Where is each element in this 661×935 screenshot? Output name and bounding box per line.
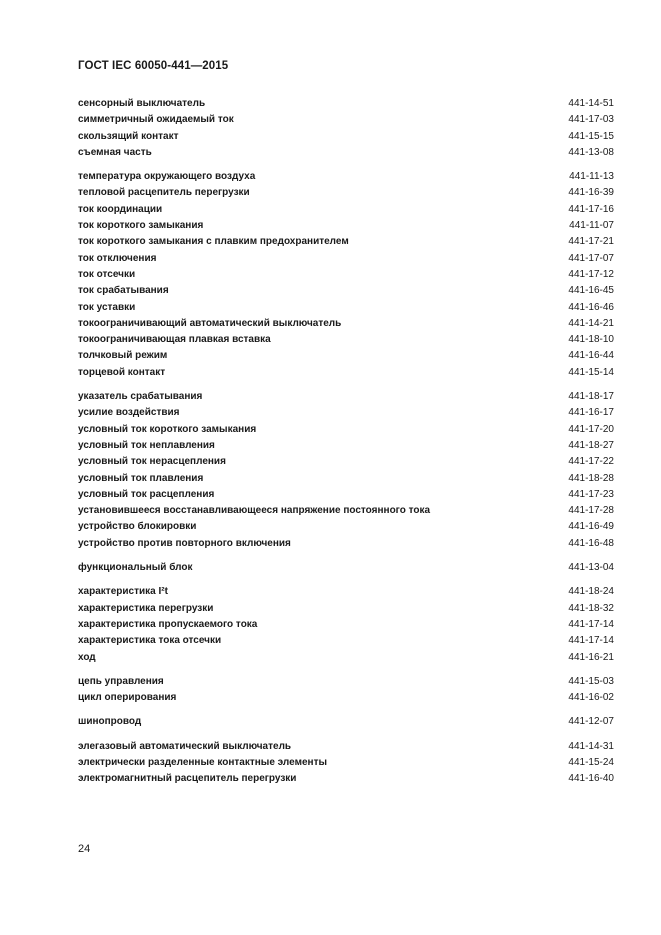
index-row bbox=[78, 650, 614, 666]
term-text: характеристика пропускаемого тока bbox=[78, 618, 258, 630]
index-row bbox=[78, 584, 614, 600]
index-row bbox=[78, 714, 614, 730]
term-code: 441-14-21 bbox=[568, 317, 614, 329]
term-text: токоограничивающая плавкая вставка bbox=[78, 334, 271, 346]
term-text: условный ток расцепления bbox=[78, 488, 215, 500]
index-row bbox=[78, 560, 614, 576]
term-text: ход bbox=[78, 651, 96, 663]
index-row bbox=[78, 519, 614, 535]
index-row bbox=[78, 633, 614, 649]
index-row bbox=[78, 218, 614, 234]
index-row bbox=[78, 316, 614, 332]
term-text: ток отсечки bbox=[78, 268, 136, 280]
term-group bbox=[78, 739, 614, 788]
index-row bbox=[78, 617, 614, 633]
term-code: 441-16-40 bbox=[568, 773, 614, 785]
term-code: 441-17-12 bbox=[568, 268, 614, 280]
term-code: 441-16-46 bbox=[568, 301, 614, 313]
index-row bbox=[78, 169, 614, 185]
term-text: условный ток короткого замыкания bbox=[78, 423, 257, 435]
term-text: характеристика перегрузки bbox=[78, 602, 214, 614]
term-text: элегазовый автоматический выключатель bbox=[78, 740, 292, 752]
term-text: условный ток плавления bbox=[78, 472, 204, 484]
term-text: указатель срабатывания bbox=[78, 391, 203, 403]
term-text: тепловой расцепитель перегрузки bbox=[78, 187, 250, 199]
term-text: электромагнитный расцепитель перегрузки bbox=[78, 773, 297, 785]
term-code: 441-16-21 bbox=[568, 651, 614, 663]
term-text: торцевой контакт bbox=[78, 366, 166, 378]
term-text: ток уставки bbox=[78, 301, 136, 313]
term-text: сенсорный выключатель bbox=[78, 98, 206, 109]
term-code: 441-17-21 bbox=[568, 236, 614, 248]
index-row bbox=[78, 690, 614, 706]
index-row bbox=[78, 771, 614, 787]
index-row bbox=[78, 503, 614, 519]
term-group bbox=[78, 714, 614, 730]
term-text: толчковый режим bbox=[78, 350, 168, 362]
term-text: ток короткого замыкания с плавким предохранителем bbox=[78, 236, 349, 248]
term-group bbox=[78, 674, 614, 707]
term-code: 441-18-17 bbox=[568, 391, 614, 403]
term-text: усилие воздействия bbox=[78, 407, 180, 419]
term-text: токоограничивающий автоматический выключатель bbox=[78, 317, 342, 329]
index-row bbox=[78, 365, 614, 381]
term-code: 441-12-07 bbox=[568, 716, 614, 728]
term-text: установившееся восстанавливающееся напряжение постоянного тока bbox=[78, 505, 431, 517]
term-text: ток срабатывания bbox=[78, 285, 169, 297]
term-text: цикл оперирования bbox=[78, 692, 177, 704]
index-row bbox=[78, 332, 614, 348]
term-text: ток отключения bbox=[78, 252, 157, 264]
index-row bbox=[78, 454, 614, 470]
index-row bbox=[78, 601, 614, 617]
term-group bbox=[78, 96, 614, 161]
index-row bbox=[78, 267, 614, 283]
term-group bbox=[78, 560, 614, 576]
term-code: 441-17-03 bbox=[568, 114, 614, 126]
term-code: 441-18-24 bbox=[568, 586, 614, 598]
term-text: характеристика тока отсечки bbox=[78, 635, 222, 647]
term-code: 441-16-44 bbox=[568, 350, 614, 362]
index-row bbox=[78, 674, 614, 690]
index-row bbox=[78, 96, 614, 112]
term-code: 441-17-07 bbox=[568, 252, 614, 264]
term-code: 441-17-14 bbox=[568, 618, 614, 630]
term-code: 441-17-23 bbox=[568, 488, 614, 500]
term-code: 441-16-49 bbox=[568, 521, 614, 533]
index-row bbox=[78, 389, 614, 405]
index-row bbox=[78, 202, 614, 218]
term-text: электрически разделенные контактные элементы bbox=[78, 756, 328, 768]
index-row bbox=[78, 739, 614, 755]
term-index-list bbox=[78, 96, 614, 796]
term-code: 441-18-28 bbox=[568, 472, 614, 484]
index-row bbox=[78, 112, 614, 128]
term-text: скользящий контакт bbox=[78, 130, 179, 142]
term-code: 441-13-08 bbox=[568, 146, 614, 158]
term-group bbox=[78, 584, 614, 665]
term-code: 441-18-27 bbox=[568, 439, 614, 451]
index-row bbox=[78, 251, 614, 267]
term-code: 441-15-03 bbox=[568, 675, 614, 687]
page-number: 24 bbox=[78, 843, 91, 855]
term-text: устройство против повторного включения bbox=[78, 537, 291, 549]
term-code: 441-16-17 bbox=[568, 407, 614, 419]
term-code: 441-16-45 bbox=[568, 285, 614, 297]
term-code: 441-16-48 bbox=[568, 537, 614, 549]
index-row bbox=[78, 129, 614, 145]
term-text: функциональный блок bbox=[78, 562, 193, 574]
term-code: 441-11-07 bbox=[569, 220, 614, 232]
index-row bbox=[78, 348, 614, 364]
index-row bbox=[78, 283, 614, 299]
index-row bbox=[78, 438, 614, 454]
term-code: 441-17-28 bbox=[568, 505, 614, 517]
term-code: 441-17-20 bbox=[568, 423, 614, 435]
index-row bbox=[78, 300, 614, 316]
term-code: 441-14-51 bbox=[568, 98, 614, 109]
index-row bbox=[78, 471, 614, 487]
term-code: 441-15-15 bbox=[568, 130, 614, 142]
term-text: ток короткого замыкания bbox=[78, 220, 204, 232]
term-code: 441-17-14 bbox=[568, 635, 614, 647]
term-text: съемная часть bbox=[78, 146, 152, 158]
term-text: цепь управления bbox=[78, 675, 164, 687]
term-code: 441-17-16 bbox=[568, 203, 614, 215]
term-code: 441-17-22 bbox=[568, 456, 614, 468]
term-code: 441-16-39 bbox=[568, 187, 614, 199]
index-row bbox=[78, 145, 614, 161]
term-group bbox=[78, 169, 614, 381]
term-group bbox=[78, 389, 614, 552]
term-text: ток координации bbox=[78, 203, 163, 215]
index-row bbox=[78, 536, 614, 552]
term-code: 441-15-14 bbox=[568, 366, 614, 378]
term-code: 441-14-31 bbox=[568, 740, 614, 752]
term-text: устройство блокировки bbox=[78, 521, 197, 533]
term-text: шинопровод bbox=[78, 716, 142, 728]
term-code: 441-16-02 bbox=[568, 692, 614, 704]
index-row bbox=[78, 755, 614, 771]
index-row bbox=[78, 234, 614, 250]
term-code: 441-18-10 bbox=[568, 334, 614, 346]
term-code: 441-11-13 bbox=[569, 171, 614, 183]
index-row bbox=[78, 405, 614, 421]
index-row bbox=[78, 185, 614, 201]
document-header: ГОСТ IEC 60050-441—2015 bbox=[78, 60, 229, 72]
term-code: 441-15-24 bbox=[568, 756, 614, 768]
term-code: 441-13-04 bbox=[568, 562, 614, 574]
term-code: 441-18-32 bbox=[568, 602, 614, 614]
term-text: характеристика I²t bbox=[78, 586, 168, 598]
term-text: симметричный ожидаемый ток bbox=[78, 114, 234, 126]
term-text: температура окружающего воздуха bbox=[78, 171, 256, 183]
term-text: условный ток нерасцепления bbox=[78, 456, 226, 468]
index-row bbox=[78, 422, 614, 438]
term-text: условный ток неплавления bbox=[78, 439, 215, 451]
index-row bbox=[78, 487, 614, 503]
